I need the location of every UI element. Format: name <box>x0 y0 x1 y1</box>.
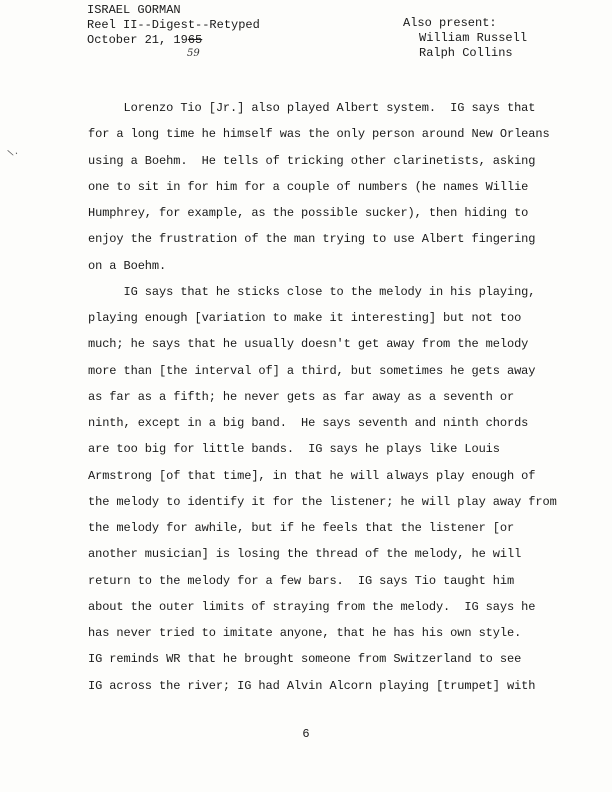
date-year-struck: 65 <box>187 33 203 47</box>
text-line: has never tried to imitate anyone, that he has his own style. <box>88 626 522 640</box>
date-prefix: October 21, 19 <box>87 33 188 47</box>
attendee-name: William Russell <box>419 31 528 45</box>
text-line: Armstrong [of that time], in that he will always play enough of <box>88 468 536 483</box>
text-line: another musician] is losing the thread of the melody, he will <box>88 547 522 562</box>
text-line: IG says that he sticks close to the melody in his playing, <box>88 284 536 299</box>
text-line: more than [the interval of] a third, but sometimes he gets away <box>88 363 536 378</box>
text-line: on a Boehm. <box>88 258 167 273</box>
text-line: IG across the river; IG had Alvin Alcorn playing [trumpet] with <box>88 678 536 693</box>
attendee-name: Ralph Collins <box>419 46 513 60</box>
text-line: are too big for little bands. IG says he plays like Louis <box>88 442 500 457</box>
text-line: Humphrey, for example, as the possible sucker), then hiding to <box>88 206 529 220</box>
stray-mark: \. <box>6 146 21 160</box>
text-line: playing enough [variation to make it interesting] but not too <box>88 311 522 325</box>
text-line: much; he says that he usually doesn't get away from the melody <box>88 337 529 352</box>
text-line: for a long time he himself was the only person around New Orleans <box>88 127 550 142</box>
text-line: the melody for awhile, but if he feels that the listener [or <box>88 521 515 535</box>
text-line: return to the melody for a few bars. IG says Tio taught him <box>88 573 515 588</box>
text-line: as far as a fifth; he never gets as far away as a seventh or <box>88 389 515 404</box>
text-line: using a Boehm. He tells of tricking other clarinetists, asking <box>88 153 536 168</box>
page-number: 6 <box>302 727 310 741</box>
body-text <box>88 95 588 699</box>
text-line: about the outer limits of straying from the melody. IG says he <box>88 599 536 614</box>
interviewee-name: ISRAEL GORMAN <box>87 3 181 17</box>
reel-label: Reel II--Digest--Retyped <box>87 18 260 32</box>
text-line: Lorenzo Tio [Jr.] also played Albert system. IG says that <box>88 101 536 115</box>
text-line: IG reminds WR that he brought someone from Switzerland to see <box>88 652 522 667</box>
text-line: one to sit in for him for a couple of numbers (he names Willie <box>88 179 529 194</box>
text-line: ninth, except in a big band. He says seventh and ninth chords <box>88 416 529 430</box>
header-left <box>87 3 260 59</box>
text-line: the melody to identify it for the listener; he will play away from <box>88 494 557 509</box>
also-present-label: Also present: <box>403 16 497 30</box>
text-line: enjoy the frustration of the man trying to use Albert fingering <box>88 232 536 247</box>
date-correction: 59 <box>187 48 200 59</box>
interview-date <box>87 33 260 59</box>
header-right <box>403 16 527 61</box>
